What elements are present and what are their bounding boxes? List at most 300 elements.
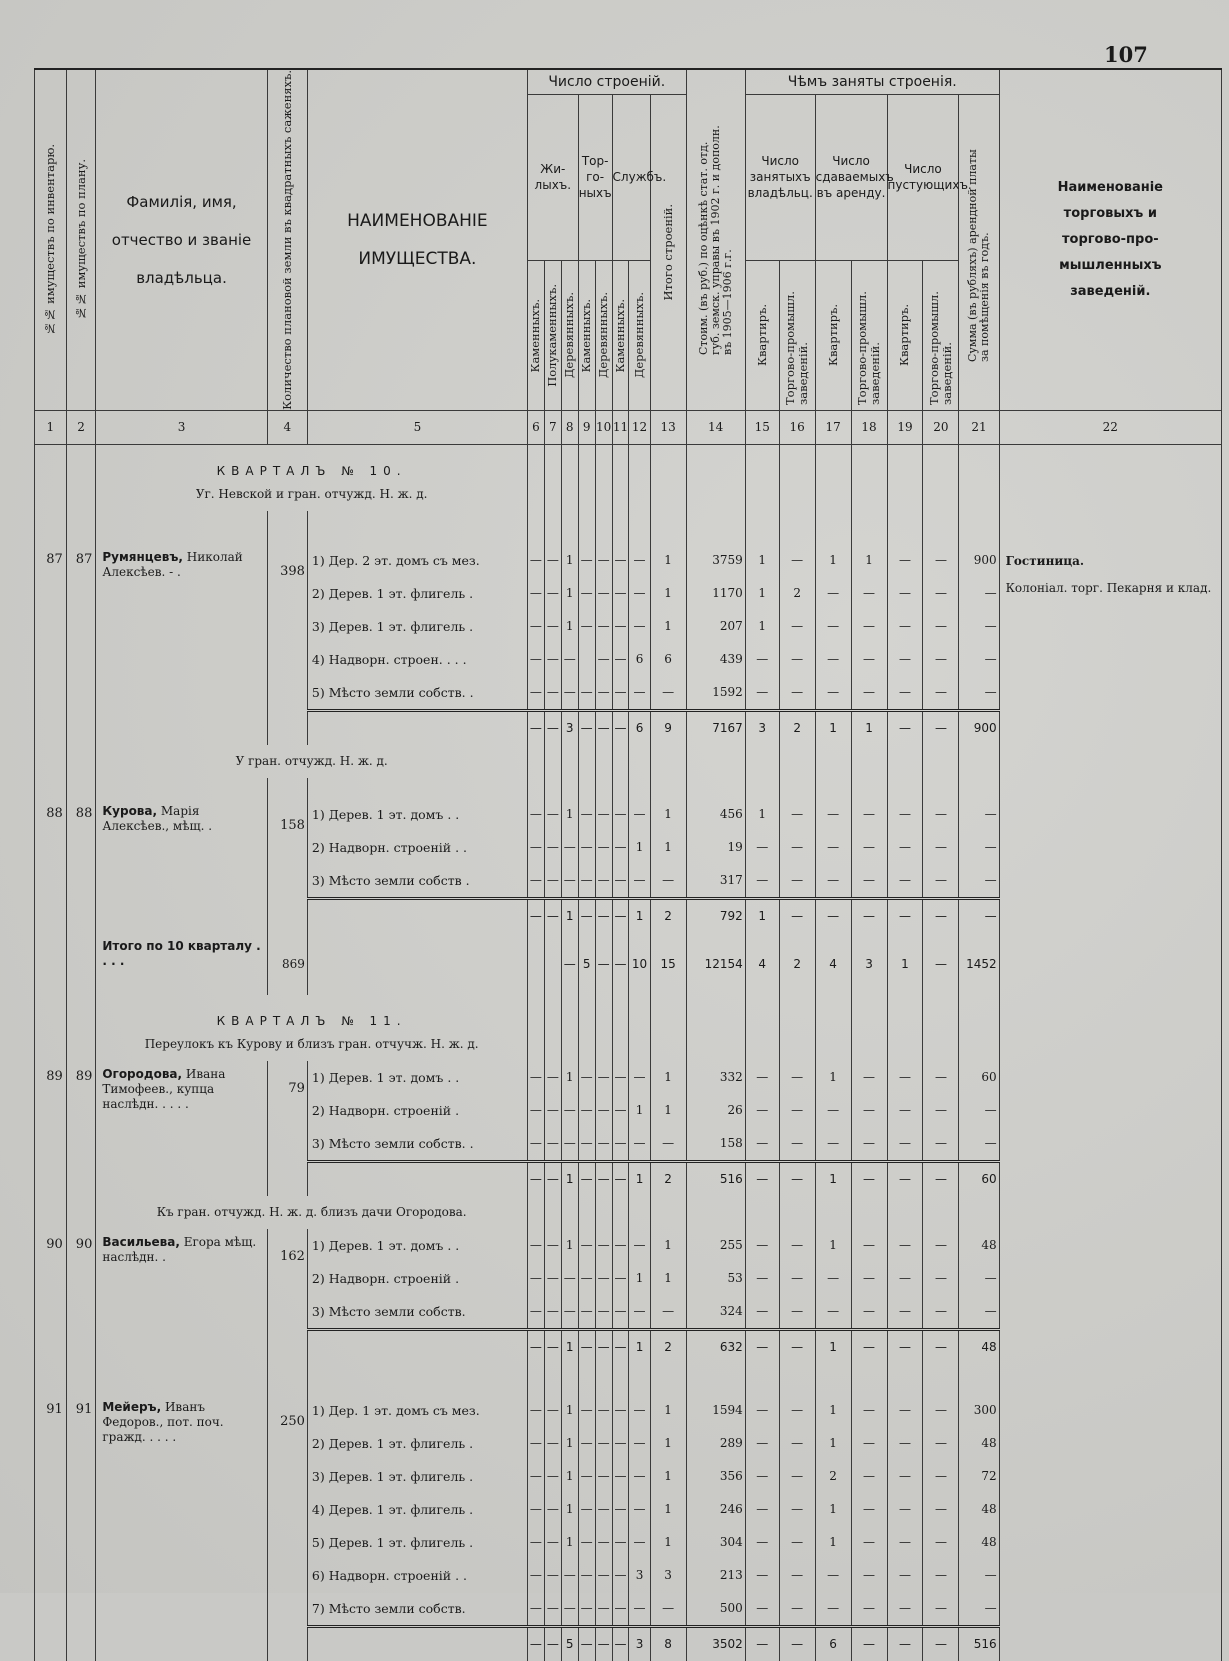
value-cell: — [612, 544, 629, 577]
value-cell: 289 [686, 1427, 745, 1460]
empty-cell [650, 1028, 686, 1061]
value-cell: — [815, 676, 851, 711]
value-cell: 53 [686, 1262, 745, 1295]
value-cell: — [851, 1427, 887, 1460]
value-cell: — [815, 610, 851, 643]
empty-cell [815, 778, 851, 798]
empty-cell [96, 778, 267, 798]
quarter-total-value: 1452 [959, 933, 999, 995]
empty-cell [267, 1364, 307, 1394]
header-inventory-no: №№ имуществъ по инвентарю. [35, 69, 67, 410]
header-col7: Полукаменныхъ. [544, 260, 561, 410]
empty-cell [923, 444, 959, 478]
quarter-11-location-1-text: Переулокъ къ Курову и близъ гран. отчучж. Н. ж. д. [96, 1028, 528, 1061]
property-description: 1) Дерев. 1 эт. домъ . . [307, 1229, 527, 1262]
value-cell: — [887, 1626, 923, 1661]
empty-cell [612, 511, 629, 544]
value-cell: — [887, 1460, 923, 1493]
empty-cell [650, 995, 686, 1028]
empty-cell [779, 778, 815, 798]
value-cell: — [959, 610, 999, 643]
value-cell: — [923, 864, 959, 899]
value-cell: — [612, 1460, 629, 1493]
empty-cell [527, 778, 544, 798]
value-cell: 1 [629, 1161, 650, 1196]
value-cell: — [779, 1094, 815, 1127]
empty-cell [595, 745, 612, 778]
value-cell: — [923, 1626, 959, 1661]
value-cell: — [851, 1329, 887, 1364]
value-cell: — [815, 798, 851, 831]
empty-cell [544, 995, 561, 1028]
value-cell: — [745, 1394, 779, 1427]
empty-cell [307, 1329, 527, 1364]
value-cell: — [851, 643, 887, 676]
empty-cell [999, 995, 1221, 1028]
empty-cell [307, 933, 527, 995]
empty-cell [686, 1028, 745, 1061]
value-cell: — [629, 1460, 650, 1493]
empty-cell [851, 778, 887, 798]
column-number: 7 [544, 410, 561, 444]
value-cell [578, 643, 595, 676]
value-cell: — [815, 1592, 851, 1627]
empty-cell [307, 1161, 527, 1196]
value-cell: — [779, 1127, 815, 1162]
value-cell: — [851, 1559, 887, 1592]
empty-cell [887, 1364, 923, 1394]
property-description: 1) Дер. 2 эт. домъ съ мез. [307, 544, 527, 577]
header-service: Службъ. [612, 95, 650, 261]
land-area: 79 [267, 1061, 307, 1196]
value-cell: — [612, 1329, 629, 1364]
empty-cell [999, 1364, 1221, 1394]
value-cell: — [612, 1493, 629, 1526]
value-cell: — [527, 1394, 544, 1427]
empty-cell [527, 1028, 544, 1061]
value-cell: — [629, 1127, 650, 1162]
value-cell: — [578, 710, 595, 745]
value-cell: — [887, 1493, 923, 1526]
value-cell: — [887, 710, 923, 745]
value-cell: — [779, 643, 815, 676]
empty-cell [851, 444, 887, 478]
column-number: 9 [578, 410, 595, 444]
value-cell: 8 [650, 1626, 686, 1661]
value-cell: 207 [686, 610, 745, 643]
empty-cell [629, 778, 650, 798]
value-cell: — [544, 898, 561, 933]
empty-cell [650, 1196, 686, 1229]
empty-cell [686, 478, 745, 511]
column-number: 18 [851, 410, 887, 444]
column-numbers-row [35, 410, 1222, 444]
empty-cell [851, 1028, 887, 1061]
value-cell: — [612, 898, 629, 933]
establishment-name: Гостиница. [1005, 553, 1085, 568]
property-row [35, 544, 1222, 577]
header-building-usage: Чѣмъ заняты строенія. [745, 69, 999, 95]
empty-cell [307, 1626, 527, 1661]
value-cell: — [779, 1229, 815, 1262]
value-cell: 1 [745, 898, 779, 933]
column-number: 19 [887, 410, 923, 444]
value-cell: — [887, 1526, 923, 1559]
empty-cell [745, 1364, 779, 1394]
header-col6: Каменныхъ. [527, 260, 544, 410]
empty-cell [561, 995, 578, 1028]
empty-cell [35, 1196, 67, 1229]
owner-name-cell [96, 544, 267, 745]
value-cell: — [779, 864, 815, 899]
column-number: 12 [629, 410, 650, 444]
empty-cell [851, 745, 887, 778]
value-cell: — [527, 1526, 544, 1559]
owner-surname: Васильева, [102, 1234, 180, 1249]
empty-cell [35, 511, 67, 544]
empty-cell [561, 778, 578, 798]
empty-cell [527, 478, 544, 511]
value-cell: — [595, 1460, 612, 1493]
value-cell: 1 [851, 710, 887, 745]
value-cell: 60 [959, 1161, 999, 1196]
value-cell: — [887, 1427, 923, 1460]
empty-cell [779, 444, 815, 478]
empty-cell [887, 444, 923, 478]
value-cell: — [561, 1262, 578, 1295]
owner-name-cell [96, 1229, 267, 1364]
header-number-of-buildings: Число строеній. [527, 69, 686, 95]
property-description: 5) Мѣсто земли собств. . [307, 676, 527, 711]
column-number: 3 [96, 410, 267, 444]
value-cell: — [527, 831, 544, 864]
empty-cell [815, 478, 851, 511]
value-cell: — [959, 1295, 999, 1330]
value-cell: 1 [815, 1493, 851, 1526]
value-cell: — [544, 1061, 561, 1094]
empty-cell [887, 995, 923, 1028]
property-row [35, 1394, 1222, 1427]
empty-cell [595, 444, 612, 478]
header-rented: Число сдаваемыхъ въ аренду. [815, 95, 887, 261]
property-description: 3) Дерев. 1 эт. флигель . [307, 1460, 527, 1493]
value-cell: — [815, 1295, 851, 1330]
property-ledger-table [34, 68, 1222, 1661]
property-description: 4) Дерев. 1 эт. флигель . [307, 1493, 527, 1526]
column-number: 1 [35, 410, 67, 444]
value-cell: — [779, 1626, 815, 1661]
value-cell: 332 [686, 1061, 745, 1094]
value-cell: 632 [686, 1329, 745, 1364]
value-cell: — [561, 1559, 578, 1592]
empty-cell [887, 478, 923, 511]
empty-cell [527, 1364, 544, 1394]
spacer-row [35, 511, 1222, 544]
value-cell: — [527, 1559, 544, 1592]
inventory-number: 90 [35, 1229, 67, 1364]
value-cell: 439 [686, 643, 745, 676]
value-cell: — [544, 544, 561, 577]
header-vacant: Число пустующихъ. [887, 95, 959, 261]
empty-cell [999, 1028, 1221, 1061]
value-cell: — [779, 1493, 815, 1526]
value-cell: — [629, 1592, 650, 1627]
value-cell: — [887, 676, 923, 711]
value-cell: — [595, 710, 612, 745]
value-cell: — [779, 1592, 815, 1627]
value-cell: 1 [561, 1427, 578, 1460]
value-cell: — [923, 544, 959, 577]
value-cell: — [527, 864, 544, 899]
value-cell: — [544, 798, 561, 831]
value-cell: — [887, 898, 923, 933]
value-cell: 1 [650, 798, 686, 831]
empty-cell [815, 995, 851, 1028]
value-cell: — [578, 610, 595, 643]
value-cell: — [629, 1394, 650, 1427]
value-cell: 6 [815, 1626, 851, 1661]
header-col17: Квартиръ. [815, 260, 851, 410]
value-cell: — [561, 1295, 578, 1330]
value-cell: 2 [650, 1329, 686, 1364]
value-cell: — [561, 643, 578, 676]
empty-cell [544, 1028, 561, 1061]
value-cell: — [578, 1559, 595, 1592]
value-cell: 1 [561, 1229, 578, 1262]
value-cell: — [527, 1161, 544, 1196]
value-cell: — [851, 1161, 887, 1196]
quarter-10-location-1-text: Уг. Невской и гран. отчужд. Н. ж. д. [96, 478, 528, 511]
value-cell: — [959, 898, 999, 933]
value-cell: 1 [561, 1460, 578, 1493]
property-row [35, 1229, 1222, 1262]
value-cell: 304 [686, 1526, 745, 1559]
value-cell: 1 [815, 544, 851, 577]
value-cell: — [851, 1592, 887, 1627]
empty-cell [779, 1196, 815, 1229]
empty-cell [35, 995, 67, 1028]
value-cell: — [745, 831, 779, 864]
value-cell: — [595, 898, 612, 933]
header-owner: Фамилія, имя, отчество и званіе владѣльца. [96, 69, 267, 410]
value-cell: 6 [629, 710, 650, 745]
value-cell: — [779, 1295, 815, 1330]
value-cell: — [578, 1427, 595, 1460]
empty-cell [923, 745, 959, 778]
value-cell: — [527, 1127, 544, 1162]
quarter-11-title [35, 995, 1222, 1028]
value-cell: — [923, 1094, 959, 1127]
empty-cell [527, 933, 544, 995]
value-cell: — [578, 1626, 595, 1661]
value-cell: — [959, 1127, 999, 1162]
value-cell: — [851, 610, 887, 643]
value-cell: — [527, 1229, 544, 1262]
value-cell: — [923, 1592, 959, 1627]
value-cell: 1 [650, 610, 686, 643]
plan-number: 91 [66, 1394, 96, 1661]
empty-cell [686, 995, 745, 1028]
establishment-note [999, 1061, 1221, 1196]
value-cell: — [578, 1229, 595, 1262]
quarter-10-location-2-text: У гран. отчужд. Н. ж. д. [96, 745, 528, 778]
value-cell: — [612, 1592, 629, 1627]
value-cell: — [745, 1460, 779, 1493]
empty-cell [35, 478, 67, 511]
value-cell: — [923, 1061, 959, 1094]
empty-cell [851, 478, 887, 511]
land-area: 158 [267, 798, 307, 933]
value-cell: — [629, 1229, 650, 1262]
value-cell: — [779, 1559, 815, 1592]
value-cell: — [578, 1295, 595, 1330]
establishment-note [999, 544, 1221, 745]
value-cell: — [779, 1427, 815, 1460]
inventory-number: 88 [35, 798, 67, 933]
value-cell: 19 [686, 831, 745, 864]
property-description: 7) Мѣсто земли собств. [307, 1592, 527, 1627]
value-cell: — [779, 1061, 815, 1094]
empty-cell [544, 1196, 561, 1229]
value-cell: 6 [650, 643, 686, 676]
quarter-11-location-2-text: Къ гран. отчужд. Н. ж. д. близъ дачи Огородова. [96, 1196, 528, 1229]
value-cell: — [544, 1329, 561, 1364]
value-cell: 500 [686, 1592, 745, 1627]
value-cell: 516 [686, 1161, 745, 1196]
owner-surname: Огородова, [102, 1066, 183, 1081]
value-cell: — [745, 1094, 779, 1127]
empty-cell [999, 478, 1221, 511]
value-cell: — [887, 1061, 923, 1094]
value-cell: 1 [851, 544, 887, 577]
value-cell: — [527, 1329, 544, 1364]
empty-cell [595, 478, 612, 511]
empty-cell [686, 511, 745, 544]
value-cell: — [544, 831, 561, 864]
value-cell: 1 [561, 1526, 578, 1559]
value-cell: — [887, 544, 923, 577]
empty-cell [745, 478, 779, 511]
value-cell: — [578, 1094, 595, 1127]
value-cell: — [578, 1262, 595, 1295]
value-cell: — [959, 1559, 999, 1592]
empty-cell [923, 778, 959, 798]
empty-cell [959, 444, 999, 478]
value-cell: — [815, 864, 851, 899]
value-cell: — [595, 1427, 612, 1460]
empty-cell [578, 995, 595, 1028]
value-cell: 213 [686, 1559, 745, 1592]
value-cell: — [612, 1427, 629, 1460]
value-cell: — [815, 1094, 851, 1127]
value-cell: — [959, 643, 999, 676]
value-cell: — [959, 831, 999, 864]
empty-cell [35, 745, 67, 778]
value-cell: — [779, 1329, 815, 1364]
empty-cell [887, 778, 923, 798]
value-cell: — [544, 1262, 561, 1295]
empty-cell [35, 778, 67, 798]
value-cell: — [629, 676, 650, 711]
column-number: 20 [923, 410, 959, 444]
empty-cell [959, 478, 999, 511]
value-cell: — [527, 1427, 544, 1460]
value-cell: — [887, 1329, 923, 1364]
value-cell: — [527, 643, 544, 676]
empty-cell [307, 1364, 527, 1394]
value-cell: 3 [629, 1559, 650, 1592]
value-cell: — [578, 544, 595, 577]
quarter-total-value: 3 [851, 933, 887, 995]
value-cell: — [527, 798, 544, 831]
value-cell: — [629, 1493, 650, 1526]
value-cell: 1 [815, 1229, 851, 1262]
value-cell: — [745, 1262, 779, 1295]
value-cell: — [887, 1161, 923, 1196]
empty-cell [999, 778, 1221, 798]
value-cell: — [815, 643, 851, 676]
quarter-total-value: — [923, 933, 959, 995]
value-cell: 1170 [686, 577, 745, 610]
quarter-total-value: 10 [629, 933, 650, 995]
value-cell: — [923, 1493, 959, 1526]
empty-cell [578, 745, 595, 778]
empty-cell [650, 478, 686, 511]
empty-cell [66, 745, 96, 778]
empty-cell [815, 745, 851, 778]
empty-cell [544, 933, 561, 995]
empty-cell [851, 1196, 887, 1229]
column-number: 2 [66, 410, 96, 444]
value-cell: — [595, 1161, 612, 1196]
value-cell: — [851, 1394, 887, 1427]
header-col12: Деревянныхъ. [629, 260, 650, 410]
quarter-total-value: 15 [650, 933, 686, 995]
value-cell: 1 [561, 1394, 578, 1427]
empty-cell [96, 1364, 267, 1394]
empty-cell [66, 511, 96, 544]
property-description: 3) Мѣсто земли собств. [307, 1295, 527, 1330]
value-cell: — [887, 1229, 923, 1262]
value-cell: 1 [650, 1427, 686, 1460]
establishment-note [999, 798, 1221, 933]
empty-cell [578, 1364, 595, 1394]
owner-details: Марія Алексѣев., мѣщ. . [102, 803, 213, 833]
empty-cell [959, 511, 999, 544]
empty-cell [35, 1028, 67, 1061]
value-cell: 1 [650, 1493, 686, 1526]
value-cell: — [544, 1295, 561, 1330]
value-cell: — [612, 610, 629, 643]
value-cell: 792 [686, 898, 745, 933]
empty-cell [959, 778, 999, 798]
value-cell: 324 [686, 1295, 745, 1330]
empty-cell [745, 511, 779, 544]
value-cell: — [629, 864, 650, 899]
value-cell: 2 [650, 1161, 686, 1196]
empty-cell [745, 995, 779, 1028]
value-cell: — [887, 831, 923, 864]
empty-cell [745, 1028, 779, 1061]
value-cell: 246 [686, 1493, 745, 1526]
value-cell: — [650, 676, 686, 711]
owner-details: Иванъ Федоров., пот. поч. гражд. . . . . [102, 1399, 224, 1444]
empty-cell [595, 1196, 612, 1229]
value-cell: — [544, 1161, 561, 1196]
value-cell: — [887, 1559, 923, 1592]
empty-cell [887, 745, 923, 778]
value-cell: — [595, 798, 612, 831]
